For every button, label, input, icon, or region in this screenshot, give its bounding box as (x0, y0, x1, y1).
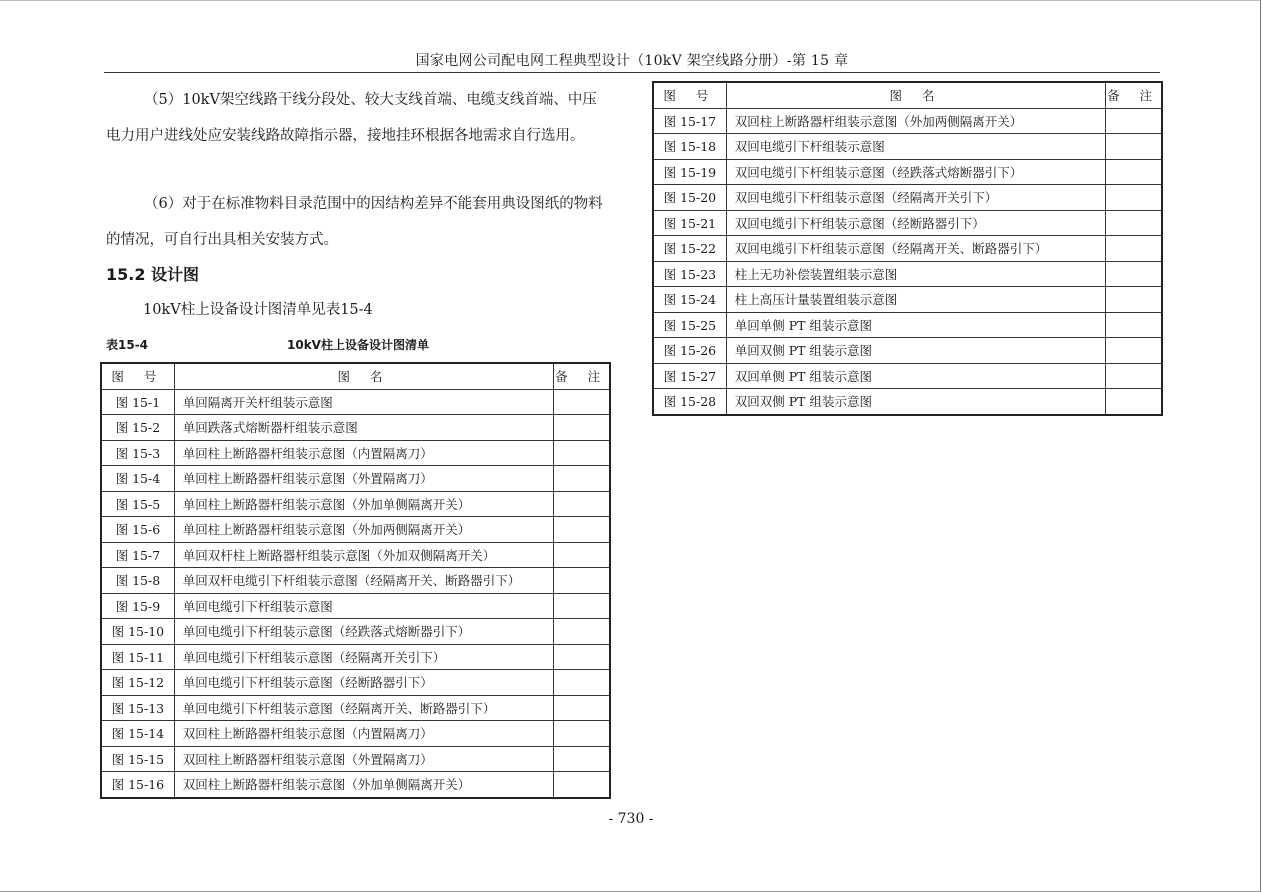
remark-cell (1106, 363, 1162, 389)
figure-number-cell: 图 15-7 (101, 542, 174, 568)
figure-number-cell: 图 15-9 (101, 593, 174, 619)
remark-cell (554, 415, 610, 441)
figure-name-cell: 柱上无功补偿装置组装示意图 (726, 261, 1105, 287)
table-row (653, 210, 1162, 236)
figure-number-cell: 图 15-13 (101, 695, 174, 721)
figure-name-cell: 双回双侧 PT 组装示意图 (726, 389, 1105, 415)
figure-number-cell: 图 15-8 (101, 568, 174, 594)
remark-cell (1106, 134, 1162, 160)
figure-number-cell: 图 15-12 (101, 670, 174, 696)
figure-name-cell: 双回电缆引下杆组装示意图（经跌落式熔断器引下） (726, 159, 1105, 185)
remark-cell (554, 721, 610, 747)
remark-cell (554, 644, 610, 670)
remark-cell (554, 568, 610, 594)
figure-name-cell: 单回跌落式熔断器杆组装示意图 (174, 415, 553, 441)
remark-cell (554, 619, 610, 645)
table-row (653, 312, 1162, 338)
table-row (101, 619, 610, 645)
table-row (653, 134, 1162, 160)
remark-cell (1106, 159, 1162, 185)
figure-name-cell: 双回电缆引下杆组装示意图（经断路器引下） (726, 210, 1105, 236)
section-heading: 15.2 设计图 (106, 265, 200, 284)
figure-name-cell: 单回隔离开关杆组装示意图 (174, 389, 553, 415)
figure-name-cell: 双回柱上断路器杆组装示意图（内置隔离刀） (174, 721, 553, 747)
column-header-note: 备 注 (554, 363, 610, 389)
remark-cell (554, 772, 610, 798)
figure-number-cell: 图 15-14 (101, 721, 174, 747)
figure-number-cell: 图 15-27 (653, 363, 726, 389)
table-header-row (101, 363, 610, 389)
figure-number-cell: 图 15-5 (101, 491, 174, 517)
table-row (653, 236, 1162, 262)
table-row (101, 542, 610, 568)
figure-number-cell: 图 15-21 (653, 210, 726, 236)
figure-number-cell: 图 15-15 (101, 746, 174, 772)
table-row (101, 772, 610, 798)
figure-number-cell: 图 15-10 (101, 619, 174, 645)
figure-name-cell: 单回柱上断路器杆组装示意图（外置隔离刀） (174, 466, 553, 492)
remark-cell (1106, 185, 1162, 211)
table-caption-label: 表15-4 (106, 338, 149, 352)
paragraph-item-5: （5）10kV架空线路干线分段处、较大支线首端、电缆支线首端、中压电力用户进线处应安装线路故障指示器，接地挂环根据各地需求自行选用。 (106, 92, 597, 144)
remark-cell (1106, 261, 1162, 287)
figure-number-cell: 图 15-6 (101, 517, 174, 543)
figure-number-cell: 图 15-23 (653, 261, 726, 287)
page-number: - 730 - (608, 811, 654, 827)
remark-cell (554, 593, 610, 619)
table-caption-title: 10kV柱上设备设计图清单 (287, 338, 429, 352)
drawing-list-table-right (652, 81, 1163, 416)
table-row (653, 159, 1162, 185)
figure-name-cell: 单回双杆电缆引下杆组装示意图（经隔离开关、断路器引下） (174, 568, 553, 594)
column-header-number: 图 号 (653, 82, 726, 108)
figure-name-cell: 单回电缆引下杆组装示意图（经隔离开关引下） (174, 644, 553, 670)
remark-cell (554, 670, 610, 696)
column-header-name: 图 名 (174, 363, 553, 389)
header-divider (104, 72, 1160, 73)
figure-name-cell: 单回柱上断路器杆组装示意图（外加单侧隔离开关） (174, 491, 553, 517)
column-header-name: 图 名 (726, 82, 1105, 108)
remark-cell (554, 491, 610, 517)
table-row (101, 593, 610, 619)
table-header-row (653, 82, 1162, 108)
table-row (101, 695, 610, 721)
table-row (101, 415, 610, 441)
figure-number-cell: 图 15-11 (101, 644, 174, 670)
paragraph-item-6: （6）对于在标准物料目录范围中的因结构差异不能套用典设图纸的物料的情况，可自行出具相关安装方式。 (106, 196, 603, 248)
table-row (101, 389, 610, 415)
figure-name-cell: 双回柱上断路器杆组装示意图（外加两侧隔离开关） (726, 108, 1105, 134)
table-row (653, 185, 1162, 211)
figure-number-cell: 图 15-2 (101, 415, 174, 441)
figure-name-cell: 单回双杆柱上断路器杆组装示意图（外加双侧隔离开关） (174, 542, 553, 568)
remark-cell (1106, 287, 1162, 313)
figure-number-cell: 图 15-25 (653, 312, 726, 338)
figure-number-cell: 图 15-19 (653, 159, 726, 185)
table-row (101, 517, 610, 543)
remark-cell (1106, 389, 1162, 415)
figure-name-cell: 双回单侧 PT 组装示意图 (726, 363, 1105, 389)
section-intro: 10kV柱上设备设计图清单见表15-4 (143, 302, 373, 318)
table-row (101, 568, 610, 594)
remark-cell (554, 440, 610, 466)
table-row (653, 363, 1162, 389)
table-row (101, 721, 610, 747)
remark-cell (554, 517, 610, 543)
table-row (101, 746, 610, 772)
table-row (653, 287, 1162, 313)
table-row (101, 466, 610, 492)
remark-cell (554, 542, 610, 568)
table-row (653, 389, 1162, 415)
figure-name-cell: 单回电缆引下杆组装示意图 (174, 593, 553, 619)
figure-name-cell: 单回电缆引下杆组装示意图（经跌落式熔断器引下） (174, 619, 553, 645)
figure-name-cell: 单回柱上断路器杆组装示意图（外加两侧隔离开关） (174, 517, 553, 543)
remark-cell (1106, 210, 1162, 236)
column-header-note: 备 注 (1106, 82, 1162, 108)
figure-number-cell: 图 15-24 (653, 287, 726, 313)
figure-name-cell: 单回电缆引下杆组装示意图（经隔离开关、断路器引下） (174, 695, 553, 721)
table-row (101, 670, 610, 696)
figure-number-cell: 图 15-22 (653, 236, 726, 262)
remark-cell (1106, 236, 1162, 262)
figure-name-cell: 双回电缆引下杆组装示意图（经隔离开关、断路器引下） (726, 236, 1105, 262)
remark-cell (1106, 108, 1162, 134)
figure-name-cell: 单回柱上断路器杆组装示意图（内置隔离刀） (174, 440, 553, 466)
figure-name-cell: 双回电缆引下杆组装示意图（经隔离开关引下） (726, 185, 1105, 211)
figure-name-cell: 单回电缆引下杆组装示意图（经断路器引下） (174, 670, 553, 696)
figure-number-cell: 图 15-26 (653, 338, 726, 364)
figure-name-cell: 柱上高压计量装置组装示意图 (726, 287, 1105, 313)
figure-name-cell: 双回柱上断路器杆组装示意图（外加单侧隔离开关） (174, 772, 553, 798)
remark-cell (554, 695, 610, 721)
column-header-number: 图 号 (101, 363, 174, 389)
remark-cell (554, 466, 610, 492)
figure-name-cell: 单回单侧 PT 组装示意图 (726, 312, 1105, 338)
figure-number-cell: 图 15-18 (653, 134, 726, 160)
figure-number-cell: 图 15-20 (653, 185, 726, 211)
running-header-title: 国家电网公司配电网工程典型设计（10kV 架空线路分册）-第 15 章 (415, 53, 849, 69)
figure-name-cell: 单回双侧 PT 组装示意图 (726, 338, 1105, 364)
table-row (653, 108, 1162, 134)
figure-number-cell: 图 15-1 (101, 389, 174, 415)
figure-number-cell: 图 15-3 (101, 440, 174, 466)
table-row (101, 440, 610, 466)
remark-cell (1106, 338, 1162, 364)
remark-cell (554, 389, 610, 415)
figure-name-cell: 双回电缆引下杆组装示意图 (726, 134, 1105, 160)
remark-cell (1106, 312, 1162, 338)
table-row (653, 261, 1162, 287)
drawing-list-table-left (100, 362, 611, 799)
remark-cell (554, 746, 610, 772)
figure-number-cell: 图 15-4 (101, 466, 174, 492)
figure-name-cell: 双回柱上断路器杆组装示意图（外置隔离刀） (174, 746, 553, 772)
figure-number-cell: 图 15-17 (653, 108, 726, 134)
figure-number-cell: 图 15-28 (653, 389, 726, 415)
table-row (653, 338, 1162, 364)
table-row (101, 644, 610, 670)
table-row (101, 491, 610, 517)
figure-number-cell: 图 15-16 (101, 772, 174, 798)
